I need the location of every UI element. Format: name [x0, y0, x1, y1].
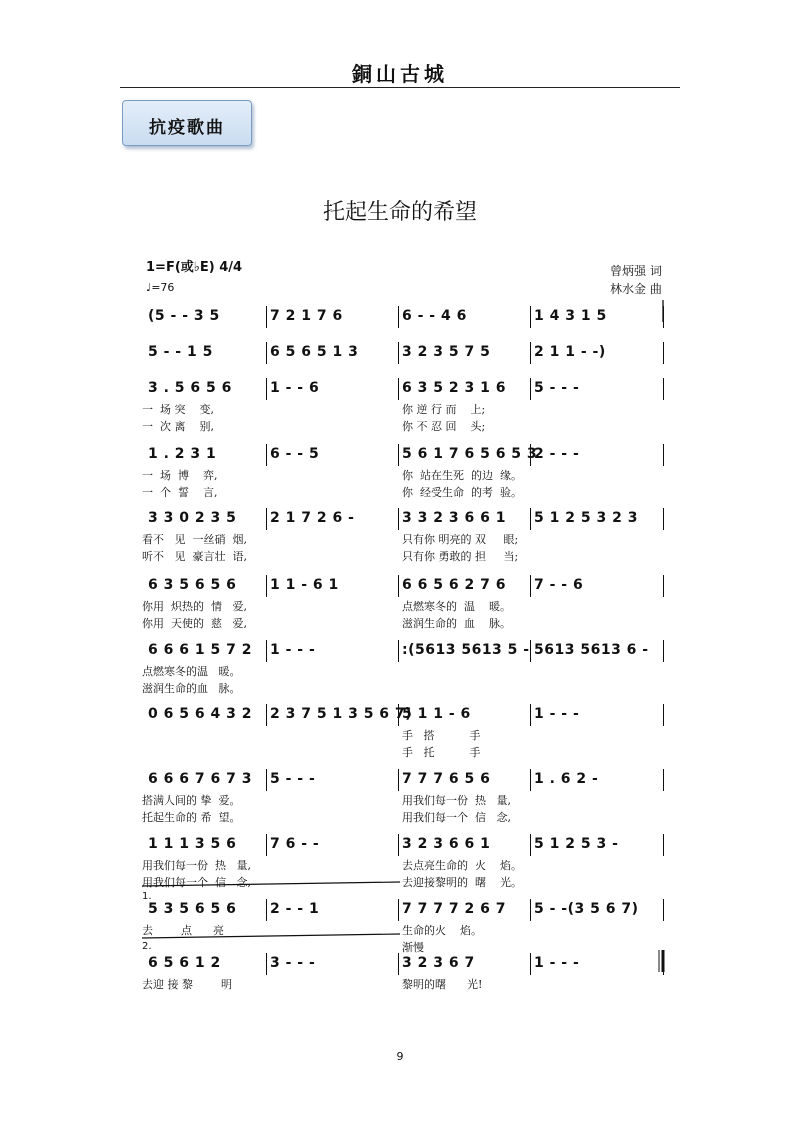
lyric-text: 手 托 手	[402, 746, 481, 759]
lyric-text: 一 个 誓 言,	[142, 486, 218, 499]
lyric-text: 托起生命的 希 望。	[142, 811, 241, 824]
composer-credit: 林水金 曲	[610, 282, 662, 296]
lyric-text: 渐慢	[402, 941, 424, 954]
measure: 6 - - 4 6	[402, 308, 467, 324]
measure: 3 3 2 3 6 6 1	[402, 510, 506, 526]
key-signature: 1=F(或♭E) 4/4	[146, 260, 243, 275]
measure: 6 5 6 1 2	[148, 955, 221, 971]
measure: 3 3 0 2 3 5	[148, 510, 237, 526]
measure: 3 2 3 5 7 5	[402, 344, 491, 360]
measure: 5 - - -	[270, 771, 316, 787]
measure: 2 1 1 - -)	[534, 344, 606, 360]
lyric-text: 滋润生命的 血 脉。	[402, 617, 511, 630]
measure: 1 - - -	[534, 706, 580, 722]
volta-1-label: 1.	[142, 891, 152, 902]
lyric-text: 用我们每一份 热 量,	[142, 859, 251, 872]
measure: 5 3 5 6 5 6	[148, 901, 237, 917]
lyric-text: 生命的火 焰。	[402, 924, 482, 937]
lyric-text: 你 经受生命 的考 验。	[402, 486, 522, 499]
measure: 5613 5613 6 -	[534, 642, 649, 658]
measure: 6 5 6 5 1 3	[270, 344, 359, 360]
lyric-text: 你 站在生死 的边 缘。	[402, 469, 522, 482]
lyric-text: 听不 见 豪言壮 语,	[142, 550, 247, 563]
lyric-text: 一 场 博 弈,	[142, 469, 218, 482]
page-number: 9	[396, 1050, 404, 1063]
measure: 5 - - -	[534, 380, 580, 396]
volta-2-line	[142, 934, 400, 938]
lyric-text: 用我们每一份 热 量,	[402, 794, 511, 807]
measure: 7 7 7 6 5 6	[402, 771, 491, 787]
lyric-text: 黎明的曙 光!	[402, 978, 483, 991]
measure: 1 1 - 6 1	[270, 577, 339, 593]
measure: 2 - - 1	[270, 901, 320, 917]
lyric-text: 去点亮生命的 火 焰。	[402, 859, 522, 872]
measure: 3 - - -	[270, 955, 316, 971]
measure: 5 1 2 5 3 -	[534, 836, 619, 852]
header-title: 銅山古城	[352, 62, 448, 86]
measure: 5 6 1 7 6 5 6 5 3	[402, 446, 538, 462]
measure: 3 2 3 6 7	[402, 955, 475, 971]
lyric-text: 你 逆 行 而 上;	[402, 403, 486, 416]
measure: 2 - - -	[534, 446, 580, 462]
lyric-text: 你 不 忍 回 头;	[402, 420, 486, 433]
volta-1-line	[142, 882, 400, 886]
measure: 2 1 7 2 6 -	[270, 510, 355, 526]
lyric-text: 去迎接黎明的 曙 光。	[402, 876, 522, 889]
lyric-text: 你用 炽热的 情 爱,	[142, 600, 247, 613]
measure: 1 . 6 2 -	[534, 771, 599, 787]
measure: 3 . 5 6 5 6	[148, 380, 232, 396]
measure: 1 . 2 3 1	[148, 446, 217, 462]
lyric-text: 用我们每一个 信 念,	[142, 876, 251, 889]
tempo-marking: ♩=76	[146, 281, 175, 294]
lyric-text: 你用 天使的 慈 爱,	[142, 617, 247, 630]
measure: 7 6 - -	[270, 836, 320, 852]
measure: 6 6 6 7 6 7 3	[148, 771, 252, 787]
volta-2-label: 2.	[142, 941, 152, 952]
lyric-text: 只有你 勇敢的 担 当;	[402, 550, 519, 563]
measure: 1 4 3 1 5	[534, 308, 607, 324]
measure: 3 2 3 6 6 1	[402, 836, 491, 852]
measure: 6 3 5 6 5 6	[148, 577, 237, 593]
song-title: 托起生命的希望	[322, 200, 477, 225]
lyric-text: 搭满人间的 挚 爱。	[142, 794, 241, 807]
measure: 2 3 7 5 1 3 5 6 7)	[270, 706, 413, 722]
measure: 1 1 1 3 5 6	[148, 836, 237, 852]
measure: 7 2 1 7 6	[270, 308, 343, 324]
lyric-text: 一 次 离 别,	[142, 420, 214, 433]
lyric-text: 去 点 亮	[142, 924, 224, 937]
measure: :(5613 5613 5 -	[402, 642, 530, 658]
measure: 1 - - 6	[270, 380, 320, 396]
lyric-text: 只有你 明亮的 双 眼;	[402, 533, 519, 546]
lyric-text: 看不 见 一丝硝 烟,	[142, 533, 247, 546]
measure: 6 6 5 6 2 7 6	[402, 577, 506, 593]
measure: 1 - - -	[270, 642, 316, 658]
measure: 5 1 2 5 3 2 3	[534, 510, 638, 526]
measure: 7 7 7 7 2 6 7	[402, 901, 506, 917]
lyric-text: 点燃寒冬的温 暖。	[142, 665, 241, 678]
measure: 0 6 5 6 4 3 2	[148, 706, 252, 722]
section-tag-label: 抗疫歌曲	[149, 118, 225, 138]
lyric-text: 一 场 突 变,	[142, 403, 214, 416]
measure: 6 - - 5	[270, 446, 320, 462]
measure: (5 - - 3 5	[148, 308, 220, 324]
measure: 1 - - -	[534, 955, 580, 971]
lyric-text: 去迎 接 黎 明	[142, 978, 232, 991]
lyric-text: 手 搭 手	[402, 729, 481, 742]
measure: 5 1 1 - 6	[402, 706, 471, 722]
measure: 7 - - 6	[534, 577, 584, 593]
lyric-text: 点燃寒冬的 温 暖。	[402, 600, 511, 613]
lyric-text: 滋润生命的血 脉。	[142, 682, 241, 695]
lyric-text: 用我们每一个 信 念,	[402, 811, 511, 824]
measure: 5 - -(3 5 6 7)	[534, 901, 639, 917]
lyricist-credit: 曾炳强 词	[610, 264, 662, 278]
measure: 6 3 5 2 3 1 6	[402, 380, 506, 396]
measure: 5 - - 1 5	[148, 344, 213, 360]
measure: 6 6 6 1 5 7 2	[148, 642, 252, 658]
